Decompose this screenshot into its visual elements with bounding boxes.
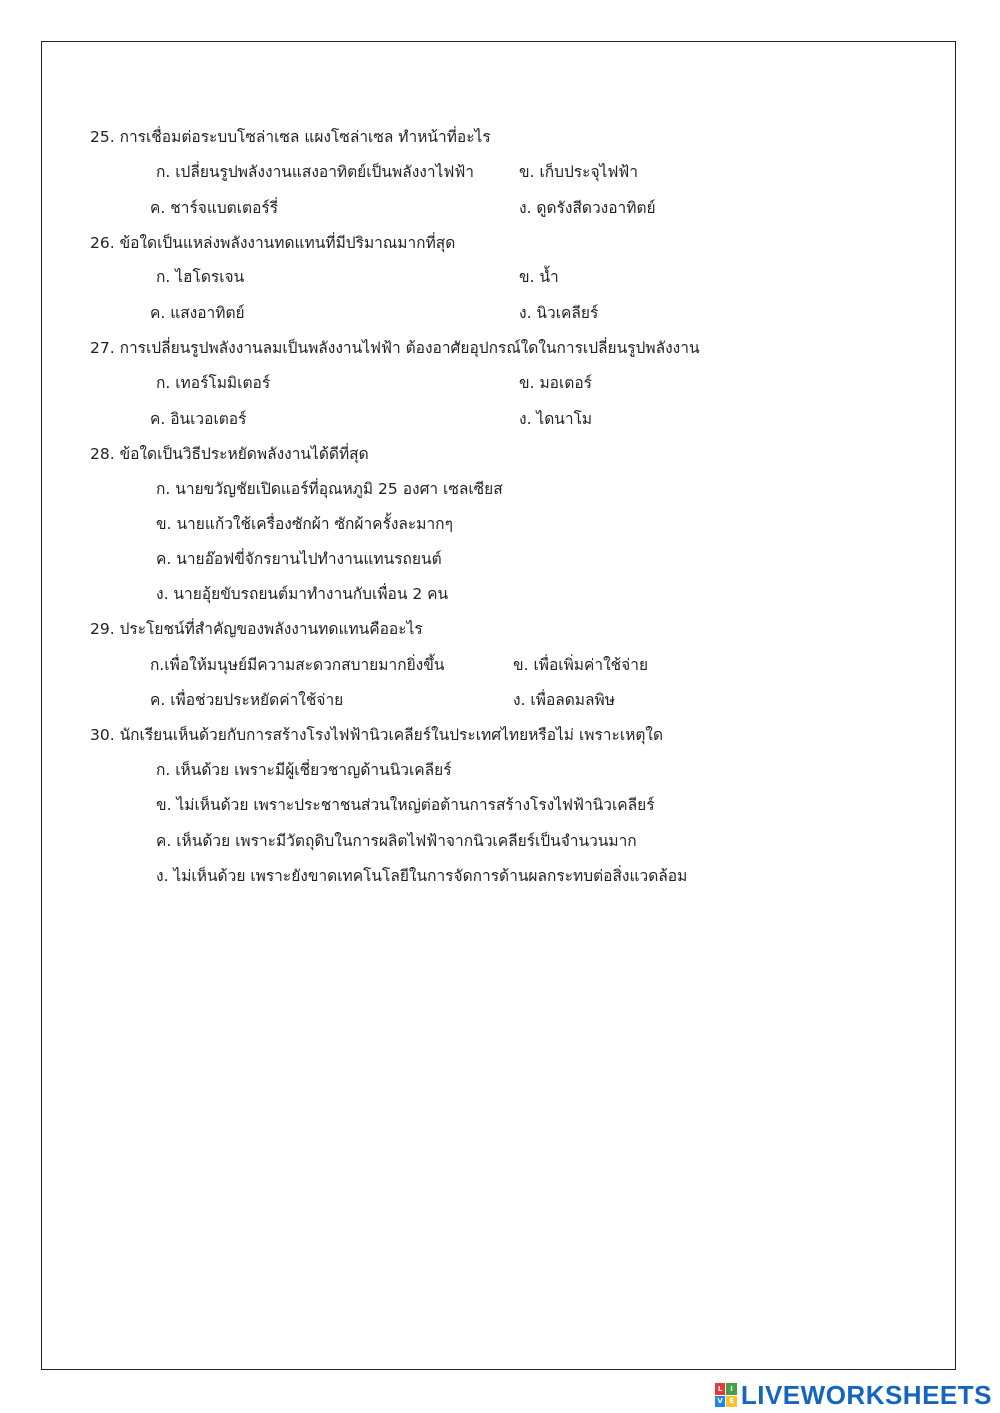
- q26-option-a[interactable]: ก. ไฮโดรเจน: [156, 268, 245, 286]
- q30-option-d[interactable]: ง. ไม่เห็นด้วย เพราะยังขาดเทคโนโลยีในการจัดการด้านผลกระทบต่อสิ่งแวดล้อม: [156, 867, 688, 885]
- logo-letter-e: E: [726, 1396, 737, 1408]
- question-28: 28. ข้อใดเป็นวิธีประหยัดพลังงานได้ดีที่สุด: [90, 445, 369, 463]
- q26-option-b[interactable]: ข. น้ำ: [519, 268, 559, 286]
- logo-letter-i: I: [726, 1383, 737, 1395]
- logo-letter-v: V: [715, 1396, 726, 1408]
- question-27: 27. การเปลี่ยนรูปพลังงานลมเป็นพลังงานไฟฟ้า ต้องอาศัยอุปกรณ์ใดในการเปลี่ยนรูปพลังงาน: [90, 339, 700, 357]
- q25-option-a[interactable]: ก. เปลี่ยนรูปพลังงานแสงอาทิตย์เป็นพลังงาไฟฟ้า: [156, 163, 474, 181]
- q29-option-b[interactable]: ข. เพื่อเพิ่มค่าใช้จ่าย: [513, 656, 649, 674]
- q25-option-b[interactable]: ข. เก็บประจุไฟฟ้า: [519, 163, 638, 181]
- q27-option-b[interactable]: ข. มอเตอร์: [519, 374, 592, 392]
- question-30: 30. นักเรียนเห็นด้วยกับการสร้างโรงไฟฟ้านิวเคลียร์ในประเทศไทยหรือไม่ เพราะเหตุใด: [90, 726, 664, 744]
- q27-option-c[interactable]: ค. อินเวอเตอร์: [150, 410, 247, 428]
- q29-option-d[interactable]: ง. เพื่อลดมลพิษ: [513, 691, 615, 709]
- q28-option-d[interactable]: ง. นายอุ้ยขับรถยนต์มาทำงานกับเพื่อน 2 คน: [156, 585, 449, 603]
- q30-option-b[interactable]: ข. ไม่เห็นด้วย เพราะประชาชนส่วนใหญ่ต่อต้านการสร้างโรงไฟฟ้านิวเคลียร์: [156, 796, 655, 814]
- question-25: 25. การเชื่อมต่อระบบโซล่าเซล แผงโซล่าเซล ทำหน้าที่อะไร: [90, 128, 491, 146]
- question-29: 29. ประโยชน์ที่สำคัญของพลังงานทดแทนคืออะไร: [90, 620, 423, 638]
- liveworksheets-logo-icon: [715, 1383, 737, 1407]
- q28-option-b[interactable]: ข. นายแก้วใช้เครื่องซักผ้า ซักผ้าครั้งละมากๆ: [156, 515, 453, 533]
- q28-option-c[interactable]: ค. นายอ๊อฟขี่จักรยานไปทำงานแทนรถยนต์: [156, 550, 442, 568]
- q26-option-c[interactable]: ค. แสงอาทิตย์: [150, 304, 245, 322]
- q28-option-a[interactable]: ก. นายขวัญชัยเปิดแอร์ที่อุณหภูมิ 25 องศา เซลเซียส: [156, 480, 503, 498]
- q25-option-c[interactable]: ค. ชาร์จแบตเตอร์รี่: [150, 199, 279, 217]
- q29-option-a[interactable]: ก.เพื่อให้มนุษย์มีความสะดวกสบายมากยิ่งขึ้น: [150, 656, 445, 674]
- q30-option-a[interactable]: ก. เห็นด้วย เพราะมีผู้เชี่ยวชาญด้านนิวเคลียร์: [156, 761, 452, 779]
- q27-option-a[interactable]: ก. เทอร์โมมิเตอร์: [156, 374, 271, 392]
- brand-name: LIVEWORKSHEETS: [740, 1379, 992, 1410]
- q26-option-d[interactable]: ง. นิวเคลียร์: [519, 304, 599, 322]
- liveworksheets-brand[interactable]: [715, 1381, 992, 1409]
- q25-option-d[interactable]: ง. ดูดรังสีดวงอาทิตย์: [519, 199, 656, 217]
- q27-option-d[interactable]: ง. ไดนาโม: [519, 410, 593, 428]
- logo-letter-l: L: [715, 1383, 726, 1395]
- q29-option-c[interactable]: ค. เพื่อช่วยประหยัดค่าใช้จ่าย: [150, 691, 344, 709]
- question-26: 26. ข้อใดเป็นแหล่งพลังงานทดแทนที่มีปริมาณมากที่สุด: [90, 234, 456, 252]
- q30-option-c[interactable]: ค. เห็นด้วย เพราะมีวัตถุดิบในการผลิตไฟฟ้าจากนิวเคลียร์เป็นจำนวนมาก: [156, 832, 637, 850]
